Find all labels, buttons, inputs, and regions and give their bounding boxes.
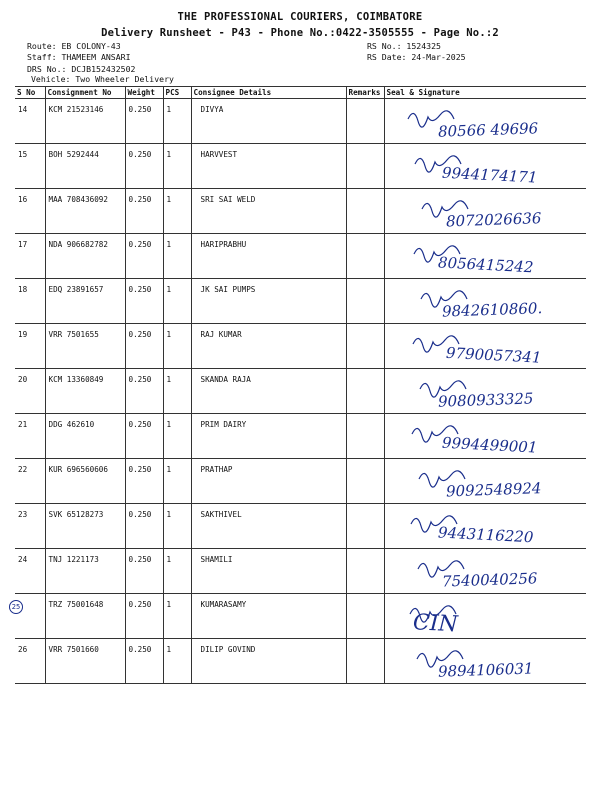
handwritten-phone: 9092548924 xyxy=(445,479,542,501)
cell-pcs: 1 xyxy=(163,414,191,459)
table-row xyxy=(15,549,586,594)
cell-consignment-no: VRR 7501655 xyxy=(45,324,125,369)
cell-consignee: RAJ KUMAR xyxy=(191,324,346,369)
signature-cell xyxy=(384,504,586,549)
cell-sno xyxy=(11,594,45,639)
circled-sno: 25 xyxy=(9,600,23,614)
signature-cell xyxy=(384,189,586,234)
handwritten-signature xyxy=(388,195,588,233)
cell-consignment-no: KCM 13360849 xyxy=(45,369,125,414)
runsheet-title: Delivery Runsheet - P43 - Phone No.:0422-3505555 - Page No.:2 xyxy=(101,27,499,39)
cell-consignee: PRATHAP xyxy=(191,459,346,504)
runsheet-table xyxy=(11,86,586,684)
table-row xyxy=(15,369,586,414)
signature-cell xyxy=(384,234,586,279)
cell-weight: 0.250 xyxy=(125,549,163,594)
cell-consignee: HARIPRABHU xyxy=(191,234,346,279)
cell-consignment-no: MAA 708436092 xyxy=(45,189,125,234)
cell-sno: 24 xyxy=(15,549,45,594)
handwritten-phone: 9443116220 xyxy=(437,523,534,547)
table-row xyxy=(15,144,586,189)
cell-remarks xyxy=(346,234,384,279)
cell-remarks xyxy=(346,594,384,639)
handwritten-phone: 7540040256 xyxy=(441,569,538,591)
cell-weight: 0.250 xyxy=(125,369,163,414)
handwritten-signature xyxy=(388,465,588,503)
cell-weight: 0.250 xyxy=(125,324,163,369)
cell-remarks xyxy=(346,504,384,549)
handwritten-signature xyxy=(388,510,588,548)
handwritten-signature xyxy=(388,645,588,683)
cell-consignment-no: TNJ 1221173 xyxy=(45,549,125,594)
handwritten-signature xyxy=(388,330,588,368)
cell-sno: 17 xyxy=(15,234,45,279)
cell-consignment-no: NDA 906682782 xyxy=(45,234,125,279)
cell-consignment-no: VRR 7501660 xyxy=(45,639,125,684)
cell-remarks xyxy=(346,414,384,459)
table-row xyxy=(15,414,586,459)
cell-pcs: 1 xyxy=(163,99,191,144)
cell-remarks xyxy=(346,549,384,594)
cell-sno: 20 xyxy=(15,369,45,414)
cell-weight: 0.250 xyxy=(125,99,163,144)
cell-pcs: 1 xyxy=(163,279,191,324)
handwritten-phone: CIN xyxy=(411,610,458,638)
cell-pcs: 1 xyxy=(163,549,191,594)
cell-weight: 0.250 xyxy=(125,639,163,684)
signature-cell xyxy=(384,324,586,369)
signature-cell xyxy=(384,459,586,504)
handwritten-phone: 80566 49696 xyxy=(437,119,538,141)
cell-pcs: 1 xyxy=(163,594,191,639)
cell-remarks xyxy=(346,144,384,189)
rs-date: RS Date: 24-Mar-2025 xyxy=(367,52,466,62)
col-header-remarks: Remarks xyxy=(346,87,384,99)
cell-consignee: HARVVEST xyxy=(191,144,346,189)
cell-weight: 0.250 xyxy=(125,594,163,639)
cell-consignee: SRI SAI WELD xyxy=(191,189,346,234)
cell-remarks xyxy=(346,279,384,324)
table-header-row xyxy=(15,87,586,99)
handwritten-phone: 9944174171 xyxy=(441,163,538,187)
col-header-pcs: PCS xyxy=(163,87,191,99)
signature-cell xyxy=(384,414,586,459)
table-row xyxy=(15,504,586,549)
signature-cell xyxy=(384,639,586,684)
cell-consignment-no: DDG 462610 xyxy=(45,414,125,459)
signature-cell xyxy=(384,549,586,594)
handwritten-phone: 9894106031 xyxy=(437,659,534,681)
cell-consignee: SHAMILI xyxy=(191,549,346,594)
handwritten-signature xyxy=(388,420,588,458)
vehicle-label: Vehicle: Two Wheeler Delivery xyxy=(31,74,174,84)
cell-remarks xyxy=(346,99,384,144)
cell-consignment-no: TRZ 75001648 xyxy=(45,594,125,639)
cell-weight: 0.250 xyxy=(125,504,163,549)
cell-consignee: DIVYA xyxy=(191,99,346,144)
col-header-consignment: Consignment No xyxy=(45,87,125,99)
signature-cell xyxy=(384,99,586,144)
handwritten-signature xyxy=(388,150,588,188)
cell-pcs: 1 xyxy=(163,639,191,684)
handwritten-signature xyxy=(388,240,588,278)
table-row xyxy=(15,594,586,639)
col-header-weight: Weight xyxy=(125,87,163,99)
cell-consignee: JK SAI PUMPS xyxy=(191,279,346,324)
cell-sno: 22 xyxy=(15,459,45,504)
table-row xyxy=(15,324,586,369)
cell-consignee: SAKTHIVEL xyxy=(191,504,346,549)
handwritten-signature xyxy=(388,375,588,413)
cell-remarks xyxy=(346,639,384,684)
signature-cell xyxy=(384,279,586,324)
cell-sno: 14 xyxy=(15,99,45,144)
cell-consignment-no: SVK 65128273 xyxy=(45,504,125,549)
table-row xyxy=(15,639,586,684)
cell-sno: 16 xyxy=(15,189,45,234)
cell-consignee: DILIP GOVIND xyxy=(191,639,346,684)
handwritten-signature xyxy=(388,285,588,323)
cell-consignee: SKANDA RAJA xyxy=(191,369,346,414)
cell-weight: 0.250 xyxy=(125,234,163,279)
cell-consignment-no: BOH 5292444 xyxy=(45,144,125,189)
cell-pcs: 1 xyxy=(163,504,191,549)
cell-sno: 21 xyxy=(15,414,45,459)
cell-consignment-no: EDQ 23891657 xyxy=(45,279,125,324)
cell-weight: 0.250 xyxy=(125,144,163,189)
cell-consignee: PRIM DAIRY xyxy=(191,414,346,459)
cell-remarks xyxy=(346,369,384,414)
cell-remarks xyxy=(346,324,384,369)
cell-sno: 19 xyxy=(15,324,45,369)
cell-pcs: 1 xyxy=(163,324,191,369)
company-name: THE PROFESSIONAL COURIERS, COIMBATORE xyxy=(177,11,423,23)
handwritten-signature xyxy=(388,555,588,593)
handwritten-signature xyxy=(388,105,588,143)
cell-sno: 23 xyxy=(15,504,45,549)
handwritten-phone: 8056415242 xyxy=(437,253,534,277)
table-row xyxy=(15,459,586,504)
cell-weight: 0.250 xyxy=(125,414,163,459)
cell-pcs: 1 xyxy=(163,234,191,279)
cell-consignment-no: KUR 696560606 xyxy=(45,459,125,504)
signature-cell xyxy=(384,594,586,639)
cell-pcs: 1 xyxy=(163,144,191,189)
table-row xyxy=(15,99,586,144)
cell-weight: 0.250 xyxy=(125,279,163,324)
cell-weight: 0.250 xyxy=(125,459,163,504)
route-label: Route: EB COLONY-43 xyxy=(27,41,121,51)
handwritten-phone: 9994499001 xyxy=(441,433,538,457)
rs-number: RS No.: 1524325 xyxy=(367,41,441,51)
col-header-signature: Seal & Signature xyxy=(384,87,586,99)
drs-number: DRS No.: DCJB152432502 xyxy=(27,64,136,74)
handwritten-phone: 9790057341 xyxy=(445,343,542,367)
table-row xyxy=(15,189,586,234)
cell-pcs: 1 xyxy=(163,189,191,234)
handwritten-phone: 9842610860. xyxy=(441,299,542,321)
handwritten-phone: 9080933325 xyxy=(437,389,534,411)
cell-sno: 18 xyxy=(15,279,45,324)
cell-sno: 26 xyxy=(15,639,45,684)
cell-weight: 0.250 xyxy=(125,189,163,234)
cell-pcs: 1 xyxy=(163,369,191,414)
staff-label: Staff: THAMEEM ANSARI xyxy=(27,52,131,62)
cell-sno: 15 xyxy=(15,144,45,189)
cell-consignee: KUMARASAMY xyxy=(191,594,346,639)
cell-consignment-no: KCM 21523146 xyxy=(45,99,125,144)
col-header-sno: S No xyxy=(15,87,45,99)
cell-pcs: 1 xyxy=(163,459,191,504)
handwritten-signature xyxy=(388,600,588,638)
col-header-consignee: Consignee Details xyxy=(191,87,346,99)
handwritten-phone: 8072026636 xyxy=(445,209,542,231)
signature-cell xyxy=(384,144,586,189)
table-row xyxy=(15,234,586,279)
cell-remarks xyxy=(346,189,384,234)
signature-cell xyxy=(384,369,586,414)
cell-remarks xyxy=(346,459,384,504)
table-row xyxy=(15,279,586,324)
